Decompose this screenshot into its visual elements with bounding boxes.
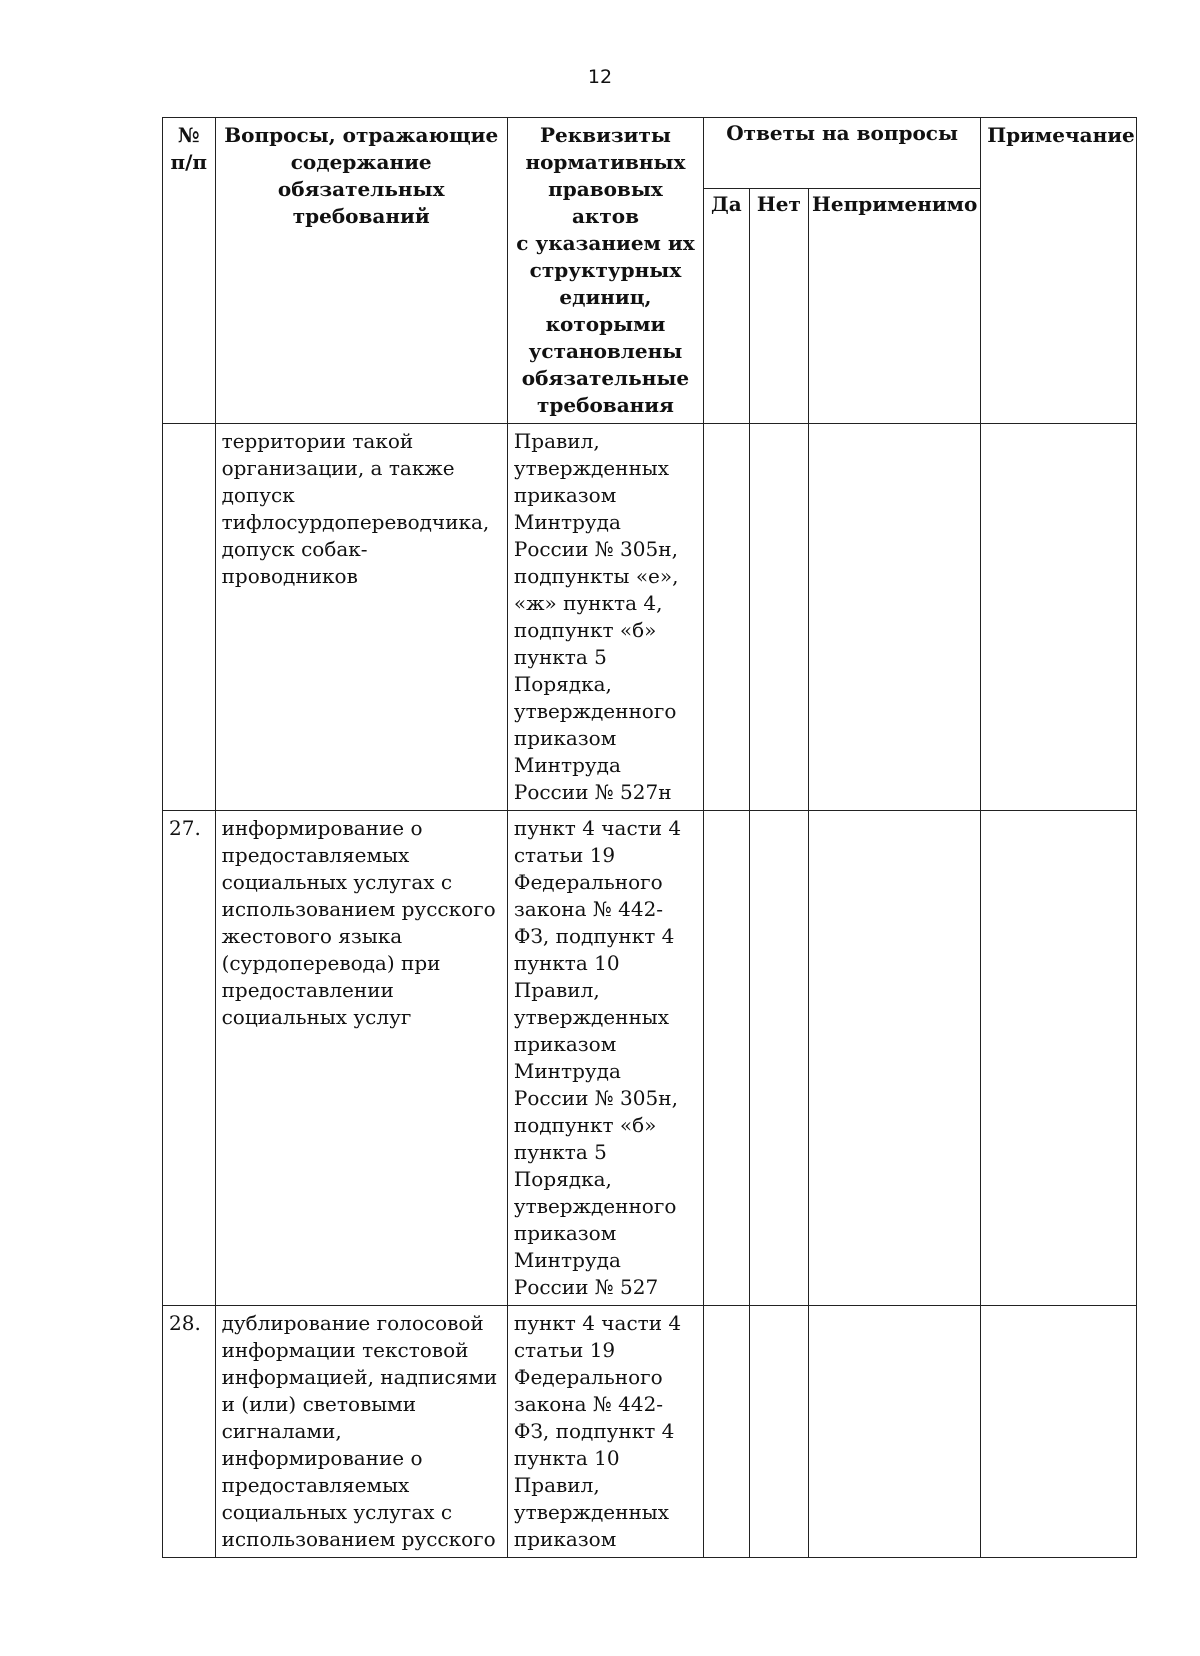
header-not-applicable: Неприменимо — [809, 189, 981, 424]
page-number: 12 — [587, 66, 613, 88]
answer-no-cell[interactable] — [749, 424, 809, 811]
answer-not-applicable-cell[interactable] — [809, 424, 981, 811]
table-row — [163, 1306, 1137, 1558]
table-row — [163, 811, 1137, 1306]
row-number: 28. — [163, 1306, 216, 1558]
row-number — [163, 424, 216, 811]
header-note: Примечание — [981, 118, 1137, 424]
table-row — [163, 424, 1137, 811]
answer-no-cell[interactable] — [749, 1306, 809, 1558]
row-question: информирование о предоставляемых социальных услугах с использованием русского жестового языка (сурдоперевода) при предоставлении социальных услуг — [215, 811, 507, 1306]
note-cell[interactable] — [981, 1306, 1137, 1558]
row-number: 27. — [163, 811, 216, 1306]
checklist-table — [162, 117, 1137, 1558]
note-cell[interactable] — [981, 811, 1137, 1306]
header-yes: Да — [704, 189, 750, 424]
answer-yes-cell[interactable] — [704, 424, 750, 811]
answer-yes-cell[interactable] — [704, 1306, 750, 1558]
row-reference: пункт 4 части 4 статьи 19 Федерального закона № 442- ФЗ, подпункт 4 пункта 10 Правил, утвержденных приказом Минтруда России № 305н, подпункт «б» пункта 5 Порядка, утвержденного приказом Минтруда России № 527 — [507, 811, 703, 1306]
note-cell[interactable] — [981, 424, 1137, 811]
header-reference: Реквизиты нормативных правовых актов с указанием их структурных единиц, которыми установлены обязательные требования — [507, 118, 703, 424]
row-reference: Правил, утвержденных приказом Минтруда России № 305н, подпункты «е», «ж» пункта 4, подпункт «б» пункта 5 Порядка, утвержденного приказом Минтруда России № 527н — [507, 424, 703, 811]
header-no: Нет — [749, 189, 809, 424]
header-num: № п/п — [163, 118, 216, 424]
answer-not-applicable-cell[interactable] — [809, 811, 981, 1306]
header-question: Вопросы, отражающие содержание обязательных требований — [215, 118, 507, 424]
answer-no-cell[interactable] — [749, 811, 809, 1306]
header-answers-group: Ответы на вопросы — [704, 118, 981, 189]
answer-yes-cell[interactable] — [704, 811, 750, 1306]
answer-not-applicable-cell[interactable] — [809, 1306, 981, 1558]
header-row-top — [163, 118, 1137, 189]
row-reference: пункт 4 части 4 статьи 19 Федерального закона № 442- ФЗ, подпункт 4 пункта 10 Правил, утвержденных приказом — [507, 1306, 703, 1558]
row-question: территории такой организации, а также допуск тифлосурдопереводчика, допуск собак- проводников — [215, 424, 507, 811]
row-question: дублирование голосовой информации текстовой информацией, надписями и (или) световыми сигналами, информирование о предоставляемых социальных услугах с использованием русского — [215, 1306, 507, 1558]
